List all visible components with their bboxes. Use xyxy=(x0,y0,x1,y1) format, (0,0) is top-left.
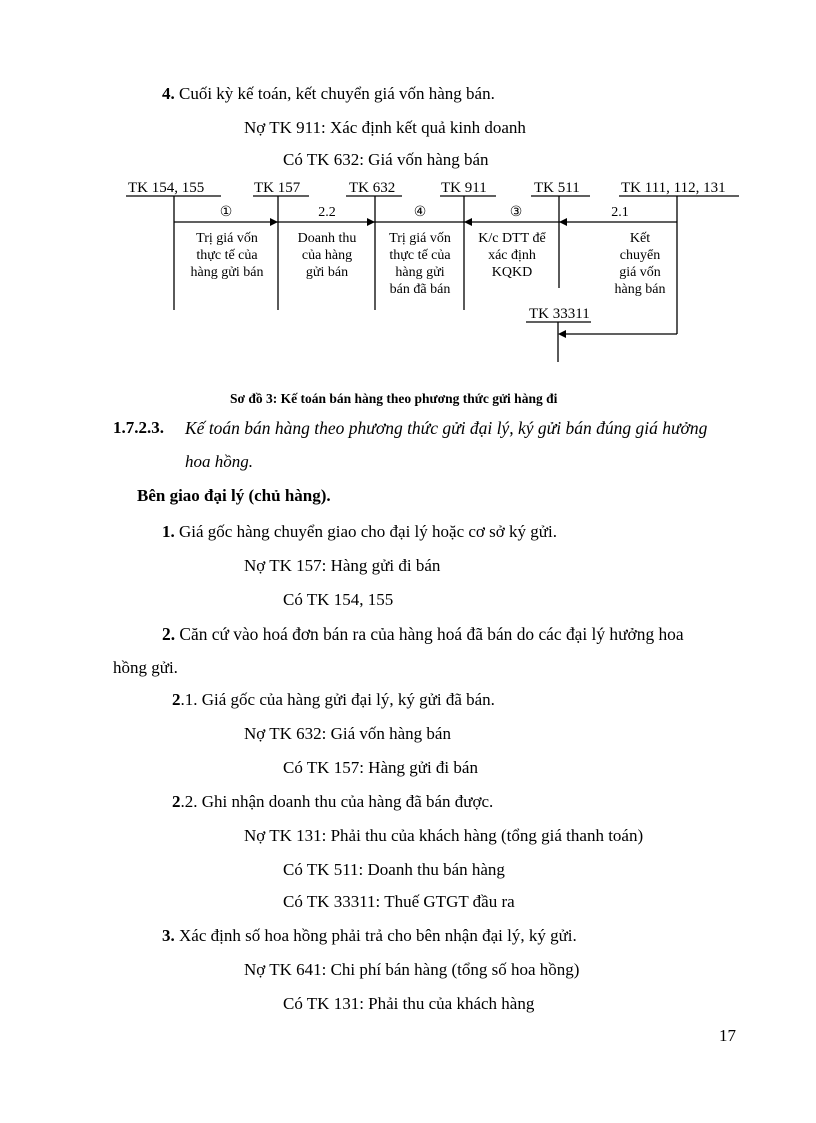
note-3-line-2: thực tế của xyxy=(389,248,451,263)
item-2-1-no: Nợ TK 632: Giá vốn hàng bán xyxy=(244,724,451,743)
note-3-line-1: Trị giá vốn xyxy=(389,231,451,246)
label-tk-33311: TK 33311 xyxy=(529,306,590,322)
item-2-line-1 xyxy=(162,624,684,644)
note-3-line-4: bán đã bán xyxy=(389,282,451,297)
step-3-marker: ③ xyxy=(509,204,523,220)
item-2-1-number: 2 xyxy=(172,690,181,709)
note-1-line-3: hàng gửi bán xyxy=(190,265,264,280)
item-2-1-text: .1. Giá gốc của hàng gửi đại lý, ký gửi đã bán. xyxy=(180,690,495,709)
note-4-line-2: xác định xyxy=(488,248,536,263)
arrow-into-157 xyxy=(270,218,278,226)
section-title-line-1: Kế toán bán hàng theo phương thức gửi đại lý, ký gửi bán đúng giá hưởng xyxy=(185,418,708,438)
note-5-line-4: hàng bán xyxy=(614,282,666,297)
item-2-1-co: Có TK 157: Hàng gửi đi bán xyxy=(283,758,478,777)
step-2-1-marker: 2.1 xyxy=(611,205,629,220)
item-2-number: 2. xyxy=(162,624,176,644)
item-2-2-text: .2. Ghi nhận doanh thu của hàng đã bán được. xyxy=(180,792,494,811)
item-1-text: Giá gốc hàng chuyển giao cho đại lý hoặc cơ sở ký gửi. xyxy=(174,522,557,541)
item-2-2 xyxy=(172,792,493,812)
t-account-diagram xyxy=(0,0,816,400)
step-4-marker: ④ xyxy=(413,204,427,220)
item-2-2-number: 2 xyxy=(172,792,181,811)
section-1-7-2-3-heading xyxy=(113,418,164,438)
label-tk-632: TK 632 xyxy=(349,180,396,196)
note-2-line-3: gửi bán xyxy=(305,265,349,280)
label-tk-511: TK 511 xyxy=(534,180,580,196)
page-number: 17 xyxy=(719,1026,736,1045)
diagram-caption: Sơ đồ 3: Kế toán bán hàng theo phương thức gửi hàng đi xyxy=(230,391,558,406)
note-5-line-1: Kết xyxy=(629,231,651,246)
item-2-2-co-511: Có TK 511: Doanh thu bán hàng xyxy=(283,860,505,879)
item-1-co: Có TK 154, 155 xyxy=(283,590,394,609)
item-2-2-no: Nợ TK 131: Phải thu của khách hàng (tổng giá thanh toán) xyxy=(244,826,644,845)
item-3-text: Xác định số hoa hồng phải trả cho bên nhận đại lý, ký gửi. xyxy=(174,926,577,945)
section-title-line-2: hoa hồng. xyxy=(185,452,253,471)
note-1-line-1: Trị giá vốn xyxy=(196,231,258,246)
item-3-number: 3. xyxy=(162,926,175,945)
section-number: 1.7.2.3. xyxy=(113,418,164,437)
item-2-line-2: hồng gửi. xyxy=(113,658,178,677)
note-4-line-1: K/c DTT để xyxy=(478,231,546,246)
arrow-into-511 xyxy=(559,218,567,226)
note-2-line-2: của hàng xyxy=(301,248,353,263)
section-4-number: 4. xyxy=(162,84,175,103)
item-2-1 xyxy=(172,690,495,710)
item-1-no: Nợ TK 157: Hàng gửi đi bán xyxy=(244,556,441,575)
note-5-line-2: chuyển xyxy=(619,248,661,263)
item-1-number: 1. xyxy=(162,522,175,541)
entry-co-632: Có TK 632: Giá vốn hàng bán xyxy=(283,150,489,169)
item-1 xyxy=(162,522,557,542)
arrow-into-911 xyxy=(464,218,472,226)
item-3-no: Nợ TK 641: Chi phí bán hàng (tổng số hoa hồng) xyxy=(244,960,580,979)
label-tk-911: TK 911 xyxy=(441,180,487,196)
step-1-marker: ① xyxy=(219,204,233,220)
ben-giao-heading: Bên giao đại lý (chủ hàng). xyxy=(137,486,331,505)
label-tk-157: TK 157 xyxy=(254,180,301,196)
note-2-line-1: Doanh thu xyxy=(297,231,357,246)
label-tk-111-112-131: TK 111, 112, 131 xyxy=(621,180,726,196)
item-3 xyxy=(162,926,577,946)
note-1-line-2: thực tế của xyxy=(196,248,258,263)
step-2-2-marker: 2.2 xyxy=(318,205,336,220)
arrow-into-33311 xyxy=(558,330,566,338)
item-2-text-1: Căn cứ vào hoá đơn bán ra của hàng hoá đã bán do các đại lý hưởng hoa xyxy=(175,624,684,644)
note-4-line-3: KQKD xyxy=(491,265,533,280)
label-tk-154-155: TK 154, 155 xyxy=(128,180,205,196)
note-3-line-3: hàng gửi xyxy=(395,265,445,280)
arrow-into-632 xyxy=(367,218,375,226)
item-3-co: Có TK 131: Phải thu của khách hàng xyxy=(283,994,535,1013)
entry-no-911: Nợ TK 911: Xác định kết quả kinh doanh xyxy=(244,118,526,137)
item-2-2-co-33311: Có TK 33311: Thuế GTGT đầu ra xyxy=(283,892,515,911)
note-5-line-3: giá vốn xyxy=(619,265,661,280)
section-4-text: Cuối kỳ kế toán, kết chuyển giá vốn hàng bán. xyxy=(174,84,495,103)
